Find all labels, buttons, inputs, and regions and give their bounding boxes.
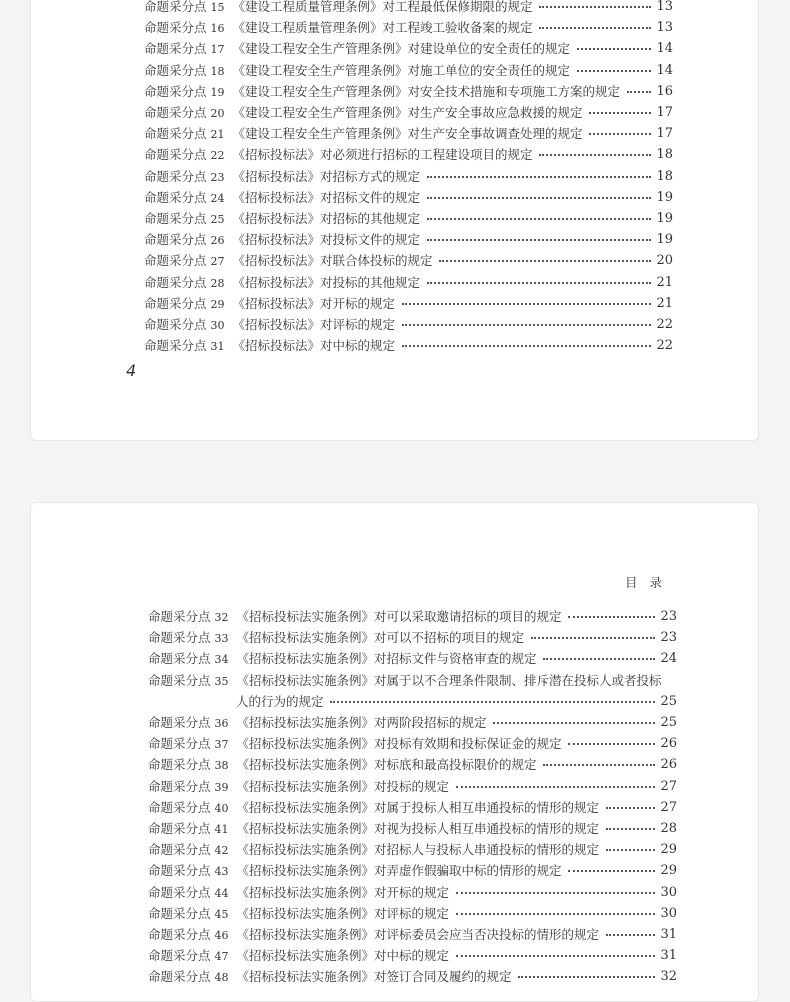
entry-page-number: 14	[656, 62, 673, 78]
entry-number: 48	[214, 971, 229, 985]
entry-label: 命题采分点	[144, 253, 207, 269]
entry-page-number: 26	[660, 757, 677, 773]
entry-page-number: 32	[660, 969, 677, 985]
dot-leader	[402, 324, 651, 326]
entry-title: 《招标投标法》对招标文件的规定	[232, 189, 421, 205]
toc-entry	[144, 188, 673, 208]
dot-leader	[606, 849, 655, 851]
dot-leader	[402, 303, 651, 305]
entry-title: 《招标投标法实施条例》对视为投标人相互串通投标的情形的规定	[236, 821, 600, 836]
dot-leader	[568, 743, 655, 745]
dot-leader	[531, 637, 655, 639]
entry-page-number: 29	[660, 863, 677, 879]
entry-number: 41	[214, 823, 229, 836]
entry-title: 《招标投标法实施条例》对招标人与投标人串通投标的情形的规定	[236, 842, 600, 858]
toc-entry-continuation	[236, 692, 677, 712]
entry-number: 44	[214, 886, 229, 900]
entry-number: 38	[214, 759, 229, 773]
entry-number: 18	[210, 64, 225, 78]
toc-entry	[144, 315, 673, 335]
entry-number: 25	[210, 213, 225, 226]
entry-title: 《建设工程质量管理条例》对工程最低保修期限的规定	[232, 0, 533, 14]
entry-page-number: 19	[656, 232, 673, 248]
entry-title: 《招标投标法实施条例》对弄虚作假骗取中标的情形的规定	[236, 863, 562, 879]
toc-entry	[148, 649, 677, 669]
dot-leader	[568, 616, 655, 618]
entry-label: 命题采分点	[144, 62, 207, 78]
entry-title: 《招标投标法》对投标的其他规定	[232, 274, 421, 290]
entry-label: 命题采分点	[144, 317, 207, 332]
entry-page-number: 19	[656, 211, 673, 226]
entry-number: 20	[210, 107, 225, 120]
dot-leader	[518, 976, 655, 978]
entry-label: 命题采分点	[148, 736, 211, 752]
toc-entry	[148, 819, 677, 839]
entry-page-number: 27	[660, 799, 677, 815]
entry-label: 命题采分点	[144, 274, 207, 290]
toc-entry	[148, 777, 677, 797]
entry-number: 26	[210, 234, 225, 248]
entry-label: 命题采分点	[148, 821, 211, 836]
entry-page-number: 25	[660, 693, 677, 709]
entry-label: 命题采分点	[148, 778, 211, 794]
dot-leader	[439, 260, 651, 262]
dot-leader	[539, 6, 651, 8]
entry-number: 22	[210, 149, 225, 163]
dot-leader	[427, 239, 651, 241]
entry-label: 命题采分点	[144, 295, 207, 311]
entry-title: 《建设工程安全生产管理条例》对生产安全事故应急救援的规定	[232, 105, 583, 120]
toc-entry	[148, 713, 677, 733]
entry-label: 命题采分点	[148, 927, 211, 942]
dot-leader	[456, 786, 655, 788]
entry-page-number: 26	[660, 736, 677, 752]
dot-leader	[539, 154, 651, 156]
entry-label: 命题采分点	[148, 715, 211, 730]
dot-leader	[577, 48, 651, 50]
entry-title: 《招标投标法》对开标的规定	[232, 295, 396, 311]
toc-entry	[144, 145, 673, 165]
entry-label: 命题采分点	[148, 651, 211, 667]
entry-page-number: 31	[660, 948, 677, 964]
entry-title: 《招标投标法实施条例》对两阶段招标的规定	[236, 715, 487, 730]
entry-label: 命题采分点	[148, 969, 211, 985]
dot-leader	[627, 91, 651, 93]
entry-number: 23	[210, 170, 225, 184]
dot-leader	[493, 722, 655, 724]
entry-label: 命题采分点	[148, 948, 211, 964]
entry-title: 《招标投标法实施条例》对可以采取邀请招标的项目的规定	[236, 609, 562, 624]
entry-label: 命题采分点	[148, 757, 211, 773]
toc-entry	[144, 167, 673, 187]
entry-page-number: 23	[660, 630, 677, 646]
entry-number: 16	[210, 22, 225, 36]
dot-leader	[543, 764, 655, 766]
entry-number: 34	[214, 653, 229, 667]
entry-label: 命题采分点	[144, 168, 207, 184]
entry-title: 《招标投标法实施条例》对可以不招标的项目的规定	[236, 630, 525, 646]
entry-page-number: 22	[656, 317, 673, 332]
toc-entry	[144, 294, 673, 314]
entry-number: 39	[214, 780, 229, 794]
dot-leader	[577, 70, 651, 72]
entry-number: 21	[210, 128, 225, 142]
entry-label: 命题采分点	[144, 83, 207, 99]
entry-title: 《招标投标法》对招标方式的规定	[232, 168, 421, 184]
entry-page-number: 17	[656, 105, 673, 120]
dot-leader	[568, 870, 655, 872]
toc-entry	[148, 861, 677, 881]
entry-number: 43	[214, 865, 229, 879]
toc-entry	[148, 628, 677, 648]
dot-leader	[427, 197, 651, 199]
entry-number: 46	[214, 929, 229, 942]
entry-number: 32	[214, 611, 229, 624]
entry-label: 命题采分点	[144, 232, 207, 248]
entry-label: 命题采分点	[148, 672, 211, 688]
entry-page-number: 22	[656, 338, 673, 354]
toc-entry	[144, 39, 673, 59]
document-page-1	[30, 0, 759, 441]
entry-number: 37	[214, 738, 229, 752]
entry-title: 《建设工程安全生产管理条例》对生产安全事故调查处理的规定	[232, 126, 583, 142]
entry-page-number: 29	[660, 842, 677, 858]
dot-leader	[456, 892, 655, 894]
toc-entry	[144, 18, 673, 38]
dot-leader	[427, 218, 651, 220]
entry-page-number: 24	[660, 651, 677, 667]
dot-leader	[330, 701, 655, 703]
entry-label: 命题采分点	[148, 863, 211, 879]
entry-label: 命题采分点	[144, 105, 207, 120]
entry-page-number: 20	[656, 253, 673, 269]
dot-leader	[606, 807, 655, 809]
toc-entry	[144, 0, 673, 17]
entry-label: 命题采分点	[144, 41, 207, 57]
toc-entry	[148, 925, 677, 945]
entry-number: 33	[214, 632, 229, 646]
entry-title: 《招标投标法实施条例》对属于以不合理条件限制、排斥潜在投标人或者投标	[236, 672, 662, 688]
toc-entry	[144, 124, 673, 144]
entry-label: 命题采分点	[144, 338, 207, 354]
toc-entry	[148, 755, 677, 775]
toc-entry	[148, 967, 677, 987]
entry-number: 30	[210, 319, 225, 332]
entry-label: 命题采分点	[148, 609, 211, 624]
toc-entry	[144, 82, 673, 102]
entry-title: 《招标投标法》对投标文件的规定	[232, 232, 421, 248]
toc-entry	[144, 273, 673, 293]
toc-entry	[148, 798, 677, 818]
entry-title: 《建设工程安全生产管理条例》对安全技术措施和专项施工方案的规定	[232, 83, 621, 99]
entry-title: 《建设工程质量管理条例》对工程竣工验收备案的规定	[232, 20, 533, 36]
entry-number: 24	[210, 191, 225, 205]
entry-label: 命题采分点	[148, 630, 211, 646]
dot-leader	[402, 345, 651, 347]
entry-number: 27	[210, 255, 225, 269]
entry-label: 命题采分点	[144, 189, 207, 205]
entry-number: 19	[210, 85, 225, 99]
entry-number: 28	[210, 276, 225, 290]
entry-title: 《招标投标法实施条例》对标底和最高投标限价的规定	[236, 757, 537, 773]
dot-leader	[427, 176, 651, 178]
entry-label: 命题采分点	[148, 799, 211, 815]
entry-title: 《招标投标法》对中标的规定	[232, 338, 396, 354]
toc-entry	[144, 209, 673, 229]
entry-title: 《招标投标法》对评标的规定	[232, 317, 396, 332]
dot-leader	[539, 27, 651, 29]
dot-leader	[589, 112, 651, 114]
entry-page-number: 25	[660, 715, 677, 730]
entry-number: 40	[214, 801, 229, 815]
entry-page-number: 16	[656, 83, 673, 99]
entry-page-number: 30	[660, 905, 677, 921]
dot-leader	[606, 934, 655, 936]
entry-page-number: 19	[656, 189, 673, 205]
entry-title: 《招标投标法》对招标的其他规定	[232, 211, 421, 226]
toc-entry	[148, 607, 677, 627]
page-header: 目录	[624, 575, 674, 590]
entry-label: 命题采分点	[148, 842, 211, 858]
entry-page-number: 21	[656, 274, 673, 290]
toc-entry	[148, 671, 677, 691]
entry-title: 《招标投标法实施条例》对中标的规定	[236, 948, 450, 964]
dot-leader	[589, 133, 651, 135]
entry-page-number: 18	[656, 147, 673, 163]
toc-entry	[144, 61, 673, 81]
entry-title: 《招标投标法实施条例》对投标有效期和投标保证金的规定	[236, 736, 562, 752]
entry-title: 《建设工程安全生产管理条例》对建设单位的安全责任的规定	[232, 41, 571, 57]
entry-number: 35	[214, 674, 229, 688]
entry-page-number: 30	[660, 884, 677, 900]
entry-label: 命题采分点	[144, 20, 207, 36]
entry-number: 29	[210, 297, 225, 311]
dot-leader	[427, 282, 651, 284]
entry-page-number: 27	[660, 778, 677, 794]
entry-number: 17	[210, 43, 225, 57]
entry-page-number: 18	[656, 168, 673, 184]
entry-title-continued: 人的行为的规定	[236, 693, 324, 709]
entry-label: 命题采分点	[144, 126, 207, 142]
entry-label: 命题采分点	[144, 0, 207, 14]
document-page-2	[30, 502, 759, 1002]
entry-page-number: 17	[656, 126, 673, 142]
entry-number: 31	[210, 340, 225, 354]
entry-label: 命题采分点	[144, 211, 207, 226]
entry-number: 15	[210, 1, 225, 14]
entry-number: 45	[214, 907, 229, 921]
entry-title: 《招标投标法实施条例》对评标委员会应当否决投标的情形的规定	[236, 927, 600, 942]
toc-entry	[144, 230, 673, 250]
entry-title: 《招标投标法实施条例》对投标的规定	[236, 778, 450, 794]
toc-entry	[148, 840, 677, 860]
entry-page-number: 13	[656, 0, 673, 14]
toc-entry	[144, 251, 673, 271]
toc-entry	[144, 103, 673, 123]
entry-title: 《招标投标法》对联合体投标的规定	[232, 253, 433, 269]
entry-page-number: 31	[660, 927, 677, 942]
dot-leader	[456, 913, 655, 915]
entry-title: 《建设工程安全生产管理条例》对施工单位的安全责任的规定	[232, 62, 571, 78]
entry-page-number: 21	[656, 295, 673, 311]
entry-title: 《招标投标法实施条例》对开标的规定	[236, 884, 450, 900]
toc-entry	[144, 336, 673, 356]
entry-page-number: 14	[656, 41, 673, 57]
entry-number: 42	[214, 844, 229, 858]
entry-number: 36	[214, 717, 229, 730]
page-number: 4	[126, 361, 137, 380]
entry-title: 《招标投标法实施条例》对评标的规定	[236, 905, 450, 921]
entry-title: 《招标投标法实施条例》对招标文件与资格审查的规定	[236, 651, 537, 667]
entry-title: 《招标投标法实施条例》对属于投标人相互串通投标的情形的规定	[236, 799, 600, 815]
entry-page-number: 28	[660, 821, 677, 836]
entry-page-number: 23	[660, 609, 677, 624]
toc-entry	[148, 883, 677, 903]
entry-label: 命题采分点	[144, 147, 207, 163]
entry-title: 《招标投标法实施条例》对签订合同及履约的规定	[236, 969, 512, 985]
dot-leader	[543, 658, 655, 660]
entry-number: 47	[214, 950, 229, 964]
entry-label: 命题采分点	[148, 884, 211, 900]
entry-page-number: 13	[656, 20, 673, 36]
toc-entry	[148, 946, 677, 966]
entry-title: 《招标投标法》对必须进行招标的工程建设项目的规定	[232, 147, 533, 163]
entry-label: 命题采分点	[148, 905, 211, 921]
dot-leader	[456, 955, 655, 957]
toc-entry	[148, 734, 677, 754]
dot-leader	[606, 828, 655, 830]
toc-entry	[148, 904, 677, 924]
